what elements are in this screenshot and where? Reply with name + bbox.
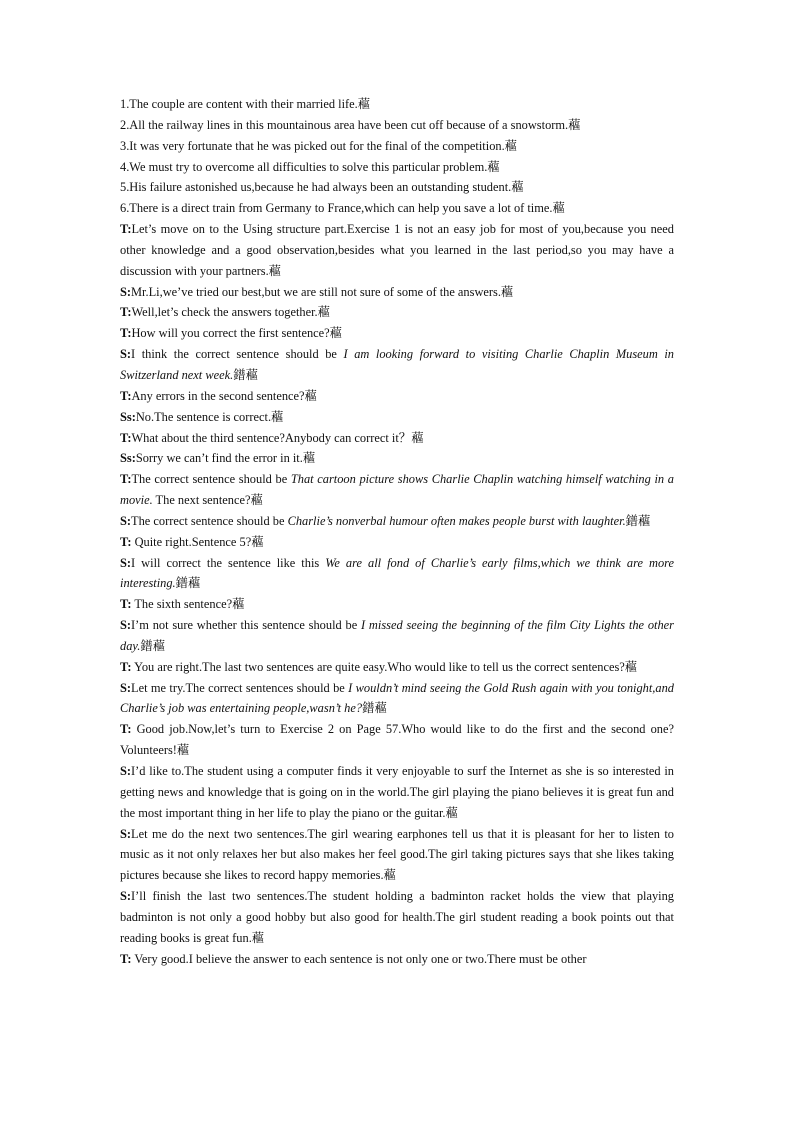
italic-answer: I am looking forward to visiting Charlie Chaplin Museum in Switzerland next week. [120,347,675,382]
speaker-label: Ss: [120,409,136,424]
speaker-label: T: [120,951,132,966]
italic-answer: I wouldn’t mind seeing the Gold Rush again with you tonight,and Charlie’s job was entertaining people,wasn’t he? [120,680,674,716]
paragraph-text: 鐠藲 [233,367,258,382]
paragraph [120,157,674,178]
speaker-label: S: [120,555,132,570]
speaker-label: T: [120,472,132,487]
paragraph-text: 2.All the railway lines in this mountainous area have been cut off because of a snowstorm.藲 [120,117,581,132]
paragraph [120,282,674,303]
paragraph-text: I’d like to.The student using a computer finds it very enjoyable to surf the Internet as she is so interested in getting news and knowledge that is going on in the world.The girl playing the piano believes it is great fun and the most important thing in her life to play the piano or the guitar.藲 [120,764,674,820]
speaker-label: S: [120,889,132,904]
paragraph [120,344,674,386]
paragraph-text: Good job.Now,let’s turn to Exercise 2 on Page 57.Who would like to do the first and the second one?Volunteers!藲 [120,722,674,758]
speaker-label: S: [120,284,132,299]
paragraph [120,448,674,469]
speaker-label: S: [120,347,132,362]
speaker-label: S: [120,618,132,633]
speaker-label: T: [120,305,132,320]
paragraph-text: I think the correct sentence should be [131,347,344,362]
paragraph-text: I’m not sure whether this sentence should be [131,618,361,633]
paragraph [120,94,674,115]
paragraph-text: The next sentence?藲 [152,493,263,508]
italic-answer: Charlie’s nonverbal humour often makes people burst with laughter. [287,513,626,528]
speaker-label: T: [120,430,132,445]
paragraph-text: Quite right.Sentence 5?藲 [131,534,264,549]
paragraph [120,115,674,136]
paragraph-text: Well,let’s check the answers together.藲 [131,305,331,320]
paragraph [120,719,674,761]
document-body [120,94,674,969]
paragraph [120,219,674,282]
paragraph-text: 鐠藲 [140,638,166,653]
paragraph-text: Mr.Li,we’ve tried our best,but we are still not sure of some of the answers.藲 [131,284,514,299]
paragraph [120,323,674,344]
paragraph [120,824,674,887]
paragraph-text: Any errors in the second sentence?藲 [131,388,317,403]
paragraph-text: Sorry we can’t find the error in it.藲 [135,451,316,466]
paragraph [120,136,674,157]
speaker-label: S: [120,764,132,778]
paragraph [120,949,674,970]
paragraph [120,198,674,219]
paragraph [120,302,674,323]
speaker-label: Ss: [120,451,136,466]
speaker-label: T: [120,222,132,237]
paragraph [120,615,674,657]
speaker-label: T: [120,659,132,674]
paragraph-text: 5.His failure astonished us,because he had always been an outstanding student.藲 [120,180,524,195]
speaker-label: S: [120,826,132,841]
speaker-label: T: [120,326,132,341]
paragraph [120,428,674,449]
paragraph [120,657,674,678]
paragraph-text: Let me try.The correct sentences should be [131,680,349,695]
paragraph-text: 鐠藲 [362,701,387,716]
paragraph-text: Let me do the next two sentences.The girl wearing earphones tell us that it is pleasant for her to listen to music as it not only relaxes her but also makes her feel good.The girl taking pictures says that she likes taking pictures because she likes to record happy memories.藲 [120,826,674,883]
paragraph [120,407,674,428]
paragraph-text: 6.There is a direct train from Germany to France,which can help you save a lot of time.藲 [120,201,565,216]
speaker-label: T: [120,597,132,612]
speaker-label: T: [120,534,132,549]
paragraph [120,386,674,407]
paragraph [120,511,674,532]
paragraph-text: How will you correct the first sentence?藲 [131,326,343,341]
italic-answer: I missed seeing the beginning of the film City Lights the other day. [120,618,674,653]
paragraph-text: The correct sentence should be [131,472,291,487]
speaker-label: S: [120,513,132,528]
paragraph-text: 4.We must try to overcome all difficulties to solve this particular problem.藲 [120,159,500,174]
paragraph-text: 3.It was very fortunate that he was picked out for the final of the competition.藲 [120,138,518,153]
paragraph [120,886,674,949]
paragraph-text: 鐠藲 [175,576,201,591]
speaker-label: S: [120,680,132,695]
paragraph [120,594,674,615]
speaker-label: T: [120,722,132,737]
paragraph [120,553,674,595]
paragraph [120,532,674,553]
paragraph-text: I’ll finish the last two sentences.The student holding a badminton racket holds the view that playing badminton is not only a good hobby but also good for health.The girl student reading a book points out that reading books is great fun.藲 [120,889,674,945]
paragraph-text: Let’s move on to the Using structure part.Exercise 1 is not an easy job for most of you,because you need other knowledge and a good observation,besides what you learned in the last period,so you may have a discussion with your partners.藲 [120,222,674,278]
paragraph [120,469,674,511]
paragraph-text: Very good.I believe the answer to each sentence is not only one or two.There must be other [131,951,587,966]
paragraph [120,177,674,198]
paragraph-text: The correct sentence should be [131,513,288,528]
paragraph-text: I will correct the sentence like this [131,555,326,570]
paragraph [120,761,674,824]
italic-answer: We are all fond of Charlie’s early films,which we think are more interesting. [120,555,674,591]
paragraph-text: No.The sentence is correct.藲 [135,409,284,424]
paragraph [120,678,674,720]
paragraph-text: The sixth sentence?藲 [131,597,245,612]
italic-answer: That cartoon picture shows Charlie Chaplin watching himself watching in a movie. [120,472,674,508]
paragraph-text: You are right.The last two sentences are quite easy.Who would like to tell us the correct sentences?藲 [131,659,638,674]
speaker-label: T: [120,388,132,403]
paragraph-text: 鐠藲 [625,513,651,528]
paragraph-text: What about the third sentence?Anybody can correct it？藲 [131,430,424,445]
paragraph-text: 1.The couple are content with their married life.藲 [120,97,371,111]
